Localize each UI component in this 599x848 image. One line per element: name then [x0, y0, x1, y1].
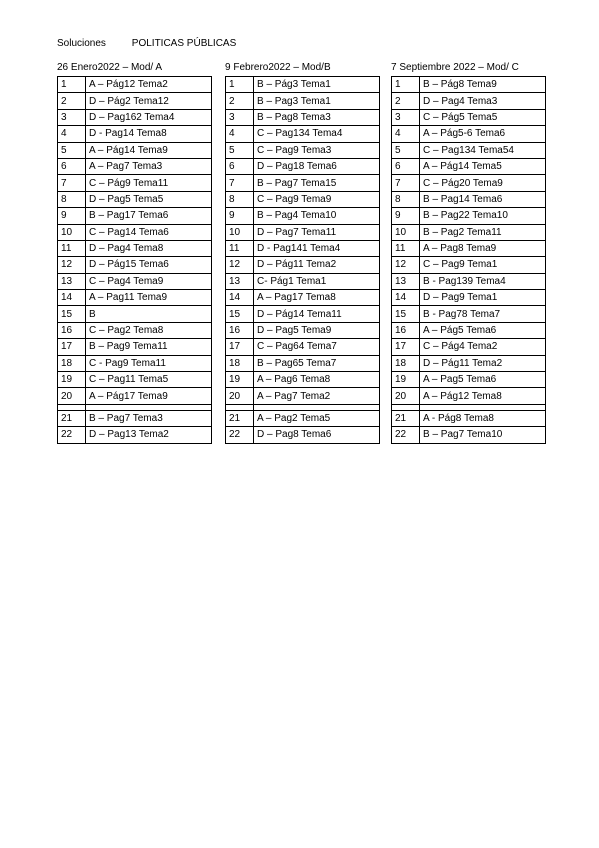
- answer-cell: C – Pag2 Tema8: [86, 322, 212, 338]
- table-row: [392, 126, 546, 142]
- table-row: [392, 322, 546, 338]
- question-number: 18: [58, 355, 86, 371]
- answer-cell: D – Pag8 Tema6: [254, 427, 380, 443]
- soluciones-label: Soluciones: [57, 38, 106, 49]
- question-number: 15: [58, 306, 86, 322]
- question-number: 13: [226, 273, 254, 289]
- table-row: [58, 224, 212, 240]
- table-row: [392, 93, 546, 109]
- question-number: 5: [392, 142, 420, 158]
- table-row: [392, 257, 546, 273]
- table-row: [226, 410, 380, 426]
- answer-cell: B – Pag2 Tema11: [420, 224, 546, 240]
- answer-cell: A – Pág5 Tema6: [420, 322, 546, 338]
- table-row: [392, 158, 546, 174]
- table-row: [58, 191, 212, 207]
- table-row: [226, 93, 380, 109]
- question-number: 8: [226, 191, 254, 207]
- table-row: [58, 372, 212, 388]
- answer-cell: A – Pág14 Tema5: [420, 158, 546, 174]
- answer-cell: A – Pag6 Tema8: [254, 372, 380, 388]
- question-number: 13: [392, 273, 420, 289]
- question-number: 2: [58, 93, 86, 109]
- answer-cell: A – Pág12 Tema8: [420, 388, 546, 404]
- table-row: [58, 142, 212, 158]
- table-row: [58, 339, 212, 355]
- answer-cell: B: [86, 306, 212, 322]
- answer-cell: B – Pag17 Tema6: [86, 208, 212, 224]
- table-row: [58, 427, 212, 443]
- question-number: 16: [392, 322, 420, 338]
- table-row: [226, 77, 380, 93]
- answer-cell: B - Pag78 Tema7: [420, 306, 546, 322]
- answer-cell: B – Pág3 Tema1: [254, 77, 380, 93]
- table-row: [392, 109, 546, 125]
- answer-cell: C – Pag134 Tema54: [420, 142, 546, 158]
- answer-cell: D – Pag9 Tema1: [420, 290, 546, 306]
- table-row: [226, 191, 380, 207]
- table-row: [392, 388, 546, 404]
- answer-cell: A – Pag2 Tema5: [254, 410, 380, 426]
- question-number: 4: [392, 126, 420, 142]
- answer-cell: B – Pag14 Tema6: [420, 191, 546, 207]
- question-number: 17: [392, 339, 420, 355]
- question-number: 20: [226, 388, 254, 404]
- table-row: [226, 175, 380, 191]
- table-row: [392, 191, 546, 207]
- question-number: 22: [392, 427, 420, 443]
- answer-cell: A – Pag7 Tema2: [254, 388, 380, 404]
- table-row: [226, 142, 380, 158]
- question-number: 4: [226, 126, 254, 142]
- question-number: 6: [58, 158, 86, 174]
- question-number: 1: [58, 77, 86, 93]
- question-number: 12: [58, 257, 86, 273]
- table-row: [226, 240, 380, 256]
- table-row: [392, 372, 546, 388]
- question-number: 19: [226, 372, 254, 388]
- question-number: 5: [58, 142, 86, 158]
- answer-column-mod-c: [391, 61, 546, 444]
- answer-cell: A – Pag7 Tema3: [86, 158, 212, 174]
- answer-cell: B - Pag139 Tema4: [420, 273, 546, 289]
- answer-cell: D – Pag13 Tema2: [86, 427, 212, 443]
- answer-cell: B – Pag22 Tema10: [420, 208, 546, 224]
- question-number: 21: [58, 410, 86, 426]
- answer-cell: D – Pag4 Tema3: [420, 93, 546, 109]
- table-row: [392, 273, 546, 289]
- table-row: [58, 240, 212, 256]
- question-number: 13: [58, 273, 86, 289]
- table-row: [392, 224, 546, 240]
- answer-cell: B – Pag8 Tema3: [254, 109, 380, 125]
- table-row: [226, 208, 380, 224]
- column-title: 7 Septiembre 2022 – Mod/ C: [391, 62, 519, 73]
- question-number: 14: [58, 290, 86, 306]
- table-row: [58, 158, 212, 174]
- table-row: [226, 158, 380, 174]
- question-number: 3: [226, 109, 254, 125]
- answer-cell: B – Pag7 Tema3: [86, 410, 212, 426]
- answer-cell: B – Pag4 Tema10: [254, 208, 380, 224]
- table-row: [392, 306, 546, 322]
- table-row: [392, 175, 546, 191]
- answer-cell: B – Pag9 Tema11: [86, 339, 212, 355]
- table-row: [58, 355, 212, 371]
- answer-cell: C – Pág5 Tema5: [420, 109, 546, 125]
- answer-cell: D – Pag5 Tema9: [254, 322, 380, 338]
- table-row: [226, 388, 380, 404]
- question-number: 14: [392, 290, 420, 306]
- answer-cell: D - Pag141 Tema4: [254, 240, 380, 256]
- answer-cell: A – Pág14 Tema9: [86, 142, 212, 158]
- question-number: 22: [226, 427, 254, 443]
- question-number: 3: [58, 109, 86, 125]
- answer-cell: D – Pag162 Tema4: [86, 109, 212, 125]
- table-row: [58, 175, 212, 191]
- table-row: [392, 410, 546, 426]
- answer-table: [225, 76, 380, 444]
- table-row: [58, 388, 212, 404]
- table-row: [392, 290, 546, 306]
- question-number: 11: [58, 240, 86, 256]
- question-number: 16: [226, 322, 254, 338]
- answer-cell: C- Pág1 Tema1: [254, 273, 380, 289]
- answer-cell: D – Pág15 Tema6: [86, 257, 212, 273]
- table-row: [226, 224, 380, 240]
- table-row: [392, 77, 546, 93]
- question-number: 1: [226, 77, 254, 93]
- answer-cell: A – Pág17 Tema9: [86, 388, 212, 404]
- table-row: [226, 339, 380, 355]
- answer-cell: A – Pag5 Tema6: [420, 372, 546, 388]
- table-row: [226, 355, 380, 371]
- table-row: [58, 322, 212, 338]
- question-number: 10: [226, 224, 254, 240]
- question-number: 3: [392, 109, 420, 125]
- answer-cell: C – Pag11 Tema5: [86, 372, 212, 388]
- table-row: [226, 322, 380, 338]
- question-number: 20: [392, 388, 420, 404]
- table-row: [58, 77, 212, 93]
- question-number: 1: [392, 77, 420, 93]
- question-number: 9: [58, 208, 86, 224]
- question-number: 10: [392, 224, 420, 240]
- answer-cell: D – Pag5 Tema5: [86, 191, 212, 207]
- answer-cell: C – Pag64 Tema7: [254, 339, 380, 355]
- question-number: 6: [392, 158, 420, 174]
- table-row: [58, 306, 212, 322]
- table-row: [392, 355, 546, 371]
- question-number: 21: [226, 410, 254, 426]
- answer-cell: C – Pag9 Tema9: [254, 191, 380, 207]
- answer-cell: D – Pág2 Tema12: [86, 93, 212, 109]
- question-number: 19: [392, 372, 420, 388]
- table-row: [58, 109, 212, 125]
- answer-cell: A – Pag11 Tema9: [86, 290, 212, 306]
- answer-cell: A – Pag8 Tema9: [420, 240, 546, 256]
- answer-cell: D – Pág11 Tema2: [254, 257, 380, 273]
- answer-column-mod-b: [225, 61, 380, 444]
- question-number: 7: [392, 175, 420, 191]
- table-row: [392, 339, 546, 355]
- question-number: 17: [58, 339, 86, 355]
- answer-cell: A – Pag17 Tema8: [254, 290, 380, 306]
- answer-cell: A – Pág5-6 Tema6: [420, 126, 546, 142]
- answer-cell: C – Pag9 Tema1: [420, 257, 546, 273]
- answer-cell: C – Pág20 Tema9: [420, 175, 546, 191]
- question-number: 21: [392, 410, 420, 426]
- table-row: [226, 427, 380, 443]
- table-row: [226, 126, 380, 142]
- table-row: [226, 273, 380, 289]
- answer-cell: C – Pag134 Tema4: [254, 126, 380, 142]
- table-row: [392, 427, 546, 443]
- question-number: 18: [392, 355, 420, 371]
- question-number: 5: [226, 142, 254, 158]
- question-number: 11: [392, 240, 420, 256]
- answer-cell: C – Pág4 Tema2: [420, 339, 546, 355]
- question-number: 7: [58, 175, 86, 191]
- table-row: [58, 290, 212, 306]
- answer-cell: B – Pag3 Tema1: [254, 93, 380, 109]
- answer-cell: C - Pag9 Tema11: [86, 355, 212, 371]
- answer-cell: B – Pag7 Tema15: [254, 175, 380, 191]
- table-row: [392, 240, 546, 256]
- question-number: 15: [226, 306, 254, 322]
- table-row: [226, 372, 380, 388]
- answer-table: [57, 76, 212, 444]
- answer-cell: B – Pag7 Tema10: [420, 427, 546, 443]
- question-number: 4: [58, 126, 86, 142]
- question-number: 20: [58, 388, 86, 404]
- question-number: 12: [226, 257, 254, 273]
- question-number: 14: [226, 290, 254, 306]
- table-row: [58, 93, 212, 109]
- answer-cell: B – Pag65 Tema7: [254, 355, 380, 371]
- question-number: 18: [226, 355, 254, 371]
- answer-cell: D – Pág11 Tema2: [420, 355, 546, 371]
- answer-cell: D – Pag4 Tema8: [86, 240, 212, 256]
- question-number: 19: [58, 372, 86, 388]
- table-row: [392, 142, 546, 158]
- question-number: 11: [226, 240, 254, 256]
- table-row: [226, 306, 380, 322]
- question-number: 12: [392, 257, 420, 273]
- question-number: 8: [392, 191, 420, 207]
- answer-cell: A – Pág12 Tema2: [86, 77, 212, 93]
- table-row: [226, 257, 380, 273]
- question-number: 2: [226, 93, 254, 109]
- table-row: [58, 126, 212, 142]
- answer-table: [391, 76, 546, 444]
- column-title: 9 Febrero2022 – Mod/B: [225, 62, 331, 73]
- document-header: [57, 38, 236, 49]
- question-number: 2: [392, 93, 420, 109]
- question-number: 15: [392, 306, 420, 322]
- question-number: 10: [58, 224, 86, 240]
- answer-cell: D - Pag14 Tema8: [86, 126, 212, 142]
- question-number: 6: [226, 158, 254, 174]
- table-row: [226, 109, 380, 125]
- table-row: [58, 410, 212, 426]
- subject-title: POLITICAS PÚBLICAS: [131, 38, 237, 49]
- answer-column-mod-a: [57, 61, 212, 444]
- answer-cell: D – Pag7 Tema11: [254, 224, 380, 240]
- answer-cell: C – Pág9 Tema11: [86, 175, 212, 191]
- question-number: 22: [58, 427, 86, 443]
- question-number: 7: [226, 175, 254, 191]
- answer-cell: A - Pág8 Tema8: [420, 410, 546, 426]
- question-number: 8: [58, 191, 86, 207]
- question-number: 9: [392, 208, 420, 224]
- answer-cell: D – Pag18 Tema6: [254, 158, 380, 174]
- table-row: [226, 290, 380, 306]
- table-row: [58, 273, 212, 289]
- answer-cell: C – Pag14 Tema6: [86, 224, 212, 240]
- table-row: [58, 208, 212, 224]
- question-number: 9: [226, 208, 254, 224]
- answer-cell: C – Pag9 Tema3: [254, 142, 380, 158]
- table-row: [392, 208, 546, 224]
- column-title: 26 Enero2022 – Mod/ A: [57, 62, 163, 73]
- question-number: 16: [58, 322, 86, 338]
- answer-cell: C – Pag4 Tema9: [86, 273, 212, 289]
- question-number: 17: [226, 339, 254, 355]
- answer-cell: B – Pág8 Tema9: [420, 77, 546, 93]
- table-row: [58, 257, 212, 273]
- answer-cell: D – Pág14 Tema11: [254, 306, 380, 322]
